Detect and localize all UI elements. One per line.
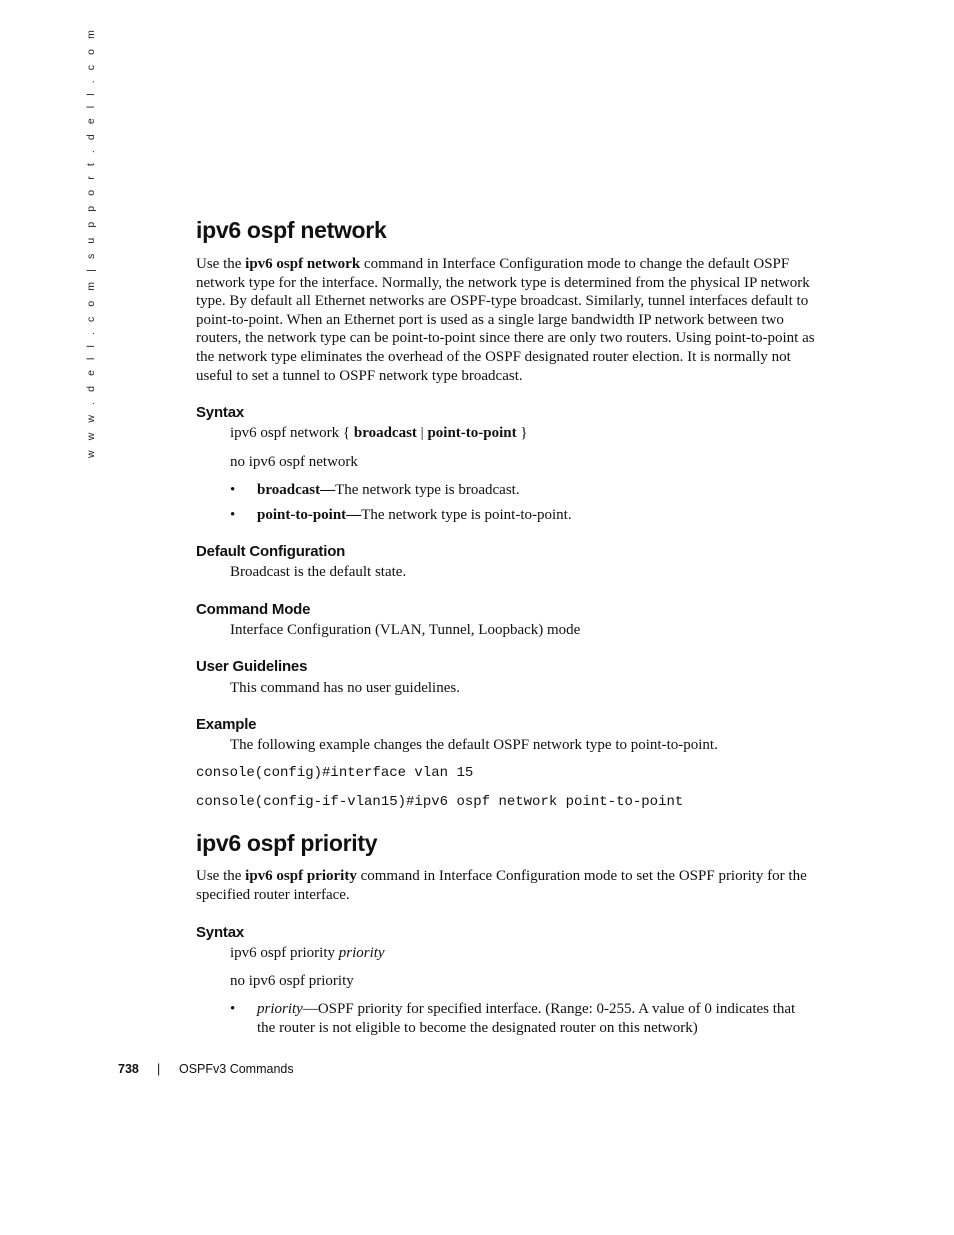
syntax-part: } <box>516 425 528 441</box>
no-syntax-line-network: no ipv6 ospf network <box>230 454 358 470</box>
syntax-line-priority <box>230 944 385 963</box>
intro-priority <box>196 867 816 904</box>
syntax-argument: priority <box>338 945 385 961</box>
syntax-keyword-point-to-point: point-to-point <box>427 425 517 441</box>
section-title-network: ipv6 ospf network <box>196 217 387 243</box>
bullet-term: broadcast <box>257 482 321 498</box>
code-line: console(config)#interface vlan 15 <box>196 765 474 781</box>
no-syntax-line-priority: no ipv6 ospf priority <box>230 973 354 989</box>
intro-priority-part: Use the <box>196 868 246 884</box>
default-config-text: Broadcast is the default state. <box>230 564 407 580</box>
syntax-command: ipv6 ospf priority <box>230 945 335 961</box>
syntax-heading-priority: Syntax <box>196 924 244 941</box>
syntax-part: | <box>416 425 428 441</box>
bullet-dash: — <box>320 482 336 498</box>
bullet-icon: • <box>230 1001 236 1017</box>
bullet-dash: — <box>346 507 362 523</box>
bullet-dash: — <box>302 1001 318 1017</box>
bullet-desc: OSPF priority for specified interface. (Range: 0-255. A value of 0 indicates that the router is not eligible to become the designated router on this network) <box>257 1001 796 1036</box>
bullet-icon: • <box>230 507 236 523</box>
intro-network-part: Use the <box>196 256 246 272</box>
default-config-heading: Default Configuration <box>196 543 346 560</box>
syntax-keyword-broadcast: broadcast <box>353 425 417 441</box>
bullet-desc: The network type is broadcast. <box>335 482 520 498</box>
intro-network-part: command in Interface Configuration mode to change the default OSPF network type for the interface. Normally, the network type is determined from the physical IP network type. By default all Ethernet networks are OSPF-type broadcast. Similarly, tunnel interfaces default to point-to-point. When an Ethernet port is used as a single large bandwidth IP network between two routers, the network type can be point-to-point since there are only two routers. Using point-to-point as the network type eliminates the overhead of the OSPF designated router election. It is normally not useful to set a tunnel to OSPF network type broadcast. <box>196 256 815 384</box>
syntax-part: ipv6 ospf network { <box>230 425 354 441</box>
user-guidelines-text: This command has no user guidelines. <box>230 680 460 696</box>
footer-separator: | <box>157 1062 161 1076</box>
intro-priority-command: ipv6 ospf priority <box>245 868 357 884</box>
bullet-desc: The network type is point-to-point. <box>361 507 572 523</box>
intro-network-command: ipv6 ospf network <box>245 256 361 272</box>
code-line: console(config-if-vlan15)#ipv6 ospf network point-to-point <box>196 794 684 810</box>
example-text: The following example changes the default OSPF network type to point-to-point. <box>230 737 718 753</box>
example-heading: Example <box>196 716 257 733</box>
command-mode-heading: Command Mode <box>196 601 311 618</box>
user-guidelines-heading: User Guidelines <box>196 658 308 675</box>
bullet-term: point-to-point <box>257 507 347 523</box>
intro-priority-part: command in Interface Configuration mode to set the OSPF priority for the specified router interface. <box>196 868 807 903</box>
intro-network <box>196 255 816 385</box>
section-title-priority: ipv6 ospf priority <box>196 830 378 856</box>
sidebar-url: w w w . d e l l . c o m | s u p p o r t . d e l l . c o m <box>85 26 97 458</box>
bullet-term: priority <box>257 1001 303 1017</box>
syntax-heading-network: Syntax <box>196 404 244 421</box>
command-mode-text: Interface Configuration (VLAN, Tunnel, Loopback) mode <box>230 622 581 638</box>
page-number: 738 <box>118 1062 139 1076</box>
syntax-line-network <box>230 424 528 443</box>
bullet-icon: • <box>230 482 236 498</box>
footer-section: OSPFv3 Commands <box>179 1062 294 1076</box>
